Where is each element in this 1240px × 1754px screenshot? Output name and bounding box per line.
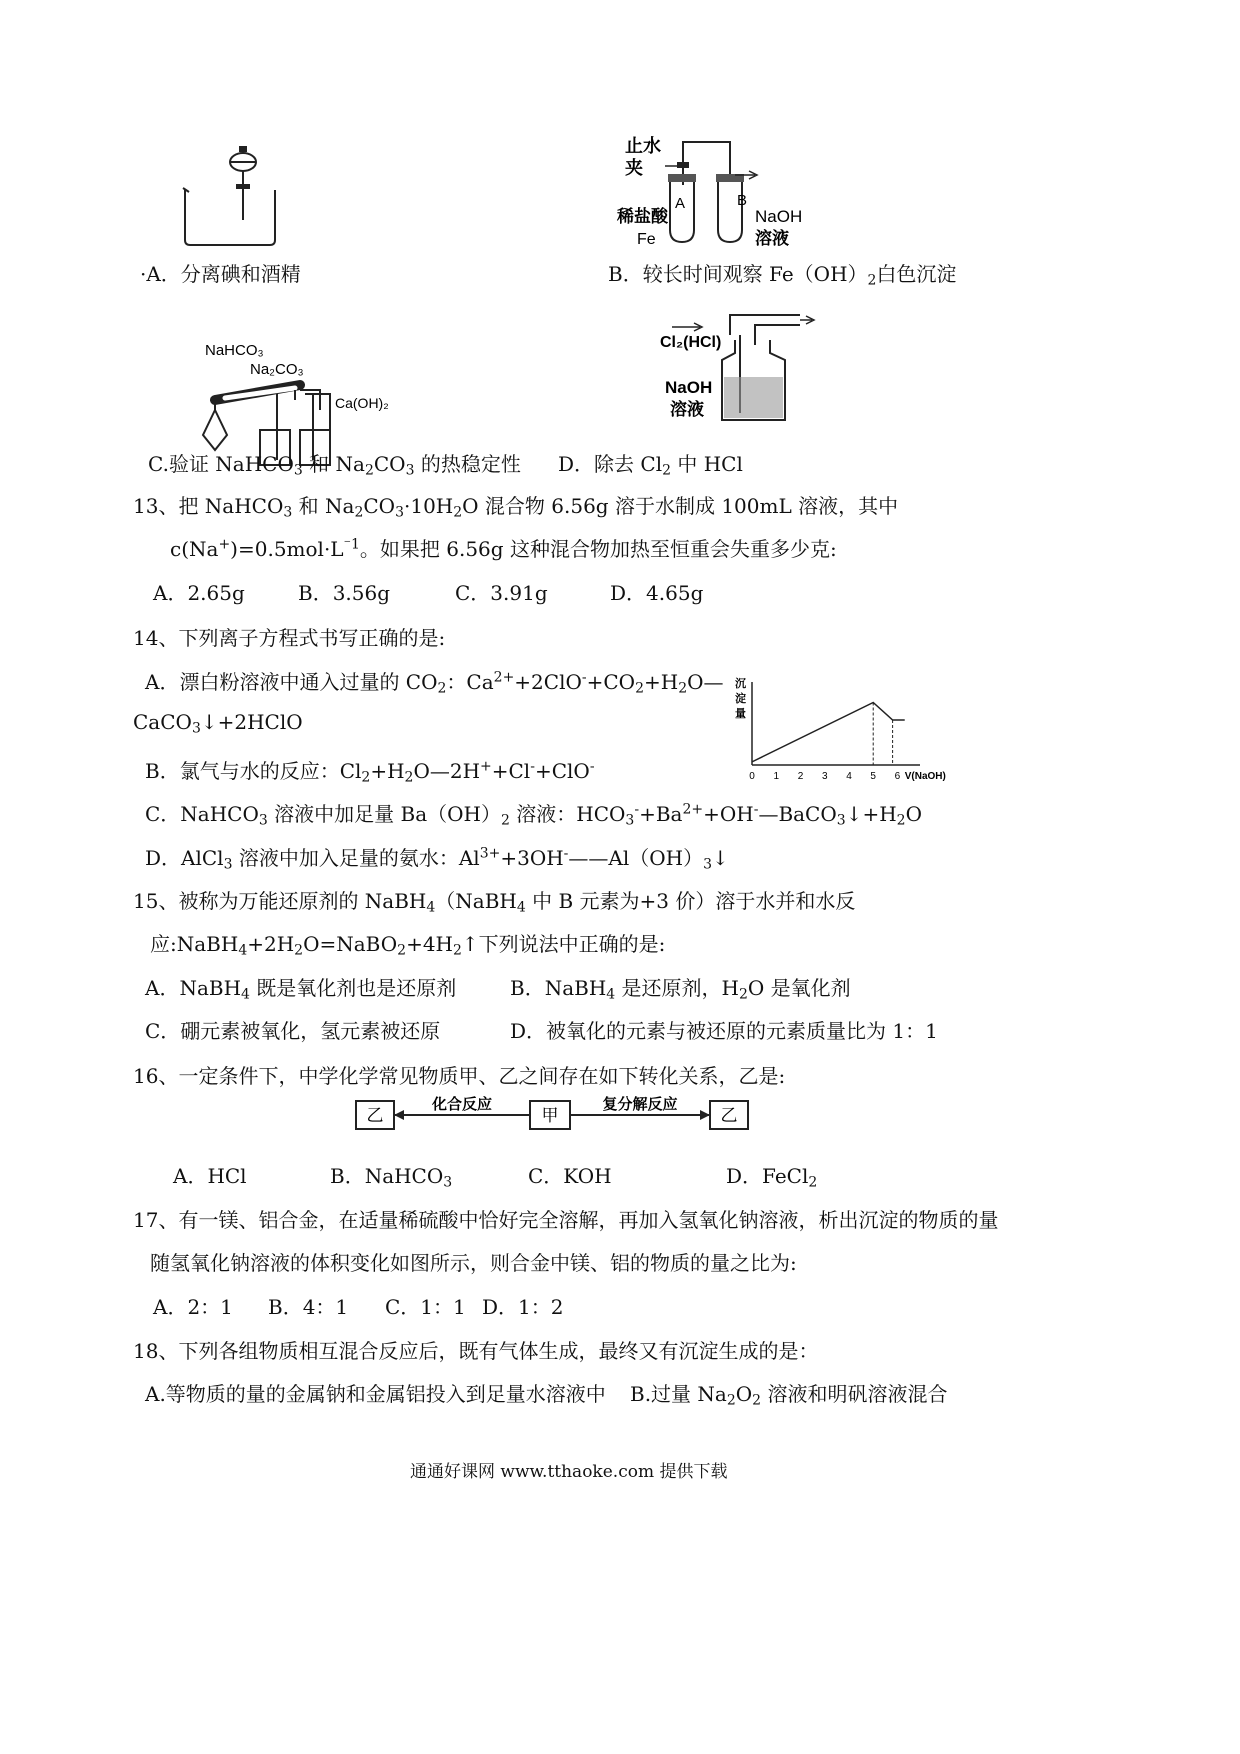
- q17-option-a: A．2：1: [153, 1295, 233, 1319]
- q14-option-a-line2: CaCO$_3$↓+2HClO: [133, 710, 303, 737]
- q16-option-d: D．FeCl$_2$: [726, 1164, 818, 1191]
- label-solution: 溶液: [755, 229, 789, 248]
- box-right-yi: 乙: [720, 1106, 738, 1125]
- q13-option-d: D．4.65g: [610, 581, 704, 605]
- q14-stem: 14、下列离子方程式书写正确的是:: [133, 626, 446, 650]
- q13-option-a: A．2.65g: [153, 581, 245, 605]
- chart-xlabel: V(NaOH): [904, 771, 946, 782]
- arrow-right-label: 复分解反应: [602, 1096, 678, 1113]
- q15-option-c: C．硼元素被氧化，氢元素被还原: [145, 1019, 441, 1043]
- figure-b-feoh2-apparatus: [615, 130, 815, 255]
- q16-option-c: C．KOH: [528, 1164, 612, 1188]
- q17-option-c: C．1：1: [385, 1295, 466, 1319]
- q17-stem-line2: 随氢氧化钠溶液的体积变化如图所示，则合金中镁、铝的物质的量之比为:: [150, 1251, 797, 1275]
- q12-option-c: C.验证 NaHCO$_3$ 和 $Na_2CO_3$ 的热稳定性: [148, 452, 521, 479]
- q14-option-a-line1: A．漂白粉溶液中通入过量的 $CO_2$：$Ca^{2+}+2ClO^-+CO_2+H_2O—$: [145, 669, 724, 697]
- q15-stem-line1: 15、被称为万能还原剂的 NaBH$_4$（NaBH$_4$ 中 B 元素为+3 价）溶于水并和水反: [133, 889, 856, 916]
- x-tick-label: 4: [846, 771, 852, 782]
- label-na2co3: Na₂CO₃: [250, 361, 304, 378]
- q17-stem-line1: 17、有一镁、铝合金，在适量稀硫酸中恰好完全溶解，再加入氢氧化钠溶液，析出沉淀的物质的量: [133, 1208, 999, 1232]
- x-tick-label: 1: [773, 771, 780, 782]
- x-tick-label: 6: [894, 771, 901, 782]
- label-acid: 稀盐酸: [617, 207, 668, 226]
- label-nahco3: NaHCO₃: [205, 342, 264, 359]
- page-footer: 通通好课网 www.tthaoke.com 提供下载: [410, 1462, 728, 1482]
- q18-option-b: B.过量 $Na_2O_2$ 溶液和明矾溶液混合: [630, 1382, 948, 1409]
- q14-option-c: C．NaHCO$_3$ 溶液中加足量 $Ba(OH)_2$ 溶液：$HCO_3^-+Ba^{2+}+OH^-—BaCO_3↓+H_2O$: [145, 801, 922, 829]
- q15-option-b: B．NaBH$_4$ 是还原剂，$H_2O$ 是氧化剂: [510, 976, 851, 1003]
- label-b: B: [737, 192, 748, 209]
- q15-stem-line2: 应$:NaBH_4+2H_2O=NaBO_2+4H_2↑$下列说法中正确的是:: [150, 932, 666, 959]
- q12-option-b: B．较长时间观察 $Fe(OH)_2$白色沉淀: [608, 262, 957, 289]
- q13-stem-line2: $c(Na^+)=0.5mol\cdot L^{^-1}$。如果把 6.56g 这种混合物加热至恒重会失重多少克:: [170, 536, 837, 561]
- label-clamp-2: 夹: [625, 158, 643, 178]
- figure-d-gas-wash-bottle: [660, 305, 840, 425]
- q16-option-a: A．HCl: [173, 1164, 247, 1188]
- box-left-yi: 乙: [366, 1106, 384, 1125]
- figure-a-separatory-funnel: [175, 140, 295, 255]
- q17-option-b: B．4：1: [268, 1295, 349, 1319]
- x-tick-label: 0: [749, 771, 755, 782]
- chart-ylabel-char: 量: [735, 708, 746, 720]
- label-naoh: NaOH: [755, 207, 803, 226]
- q14-option-b: B．氯气与水的反应：$Cl_2+H_2O—2H^++Cl^-+ClO^-$: [145, 758, 595, 786]
- q14-option-d: D．AlCl$_3$ 溶液中加入足量的氨水：$Al^{3+}+3OH^-——Al(OH)_3↓$: [145, 845, 729, 873]
- q18-option-a: A.等物质的量的金属钠和金属铝投入到足量水溶液中: [145, 1382, 606, 1406]
- q16-option-b: B．NaHCO$_3$: [330, 1164, 453, 1191]
- label-gas: Cl₂(HCl): [660, 334, 722, 351]
- q18-stem: 18、下列各组物质相互混合反应后，既有气体生成，最终又有沉淀生成的是：: [133, 1339, 819, 1363]
- q13-stem-line1: 13、把 NaHCO$_3$ 和 $Na_2CO_3\cdot 10H_2O$ 混合物 6.56g 溶于水制成 100mL 溶液，其中: [133, 494, 899, 521]
- q13-option-b: B．3.56g: [298, 581, 391, 605]
- q12-option-d: D．除去 $Cl_2$ 中 HCl: [558, 452, 743, 479]
- q12-option-a: ·A．分离碘和酒精: [140, 262, 301, 286]
- chart-ylabel-char: 淀: [735, 693, 746, 705]
- chart-ylabel: [735, 676, 746, 720]
- q13-option-c: C．3.91g: [455, 581, 548, 605]
- x-tick-label: 3: [821, 771, 828, 782]
- precipitate-volume-chart: [720, 675, 950, 785]
- label-solution-d: 溶液: [670, 400, 704, 419]
- q16-conversion-diagram: [352, 1093, 757, 1135]
- arrow-left-label: 化合反应: [431, 1096, 493, 1113]
- precipitate-line: [752, 703, 905, 762]
- x-tick-label: 2: [797, 771, 804, 782]
- x-tick-label: 5: [870, 771, 876, 782]
- q17-option-d: D．1：2: [482, 1295, 564, 1319]
- q15-option-a: A．NaBH$_4$ 既是氧化剂也是还原剂: [145, 976, 457, 1003]
- label-naoh-d: NaOH: [665, 378, 713, 397]
- chart-ylabel-char: 沉: [735, 678, 746, 690]
- q15-option-d: D．被氧化的元素与被还原的元素质量比为 1：1: [510, 1019, 938, 1043]
- q16-stem: 16、一定条件下，中学化学常见物质甲、乙之间存在如下转化关系，乙是:: [133, 1064, 786, 1088]
- label-a: A: [675, 195, 686, 212]
- label-fe: Fe: [637, 231, 656, 248]
- box-mid-jia: 甲: [541, 1106, 559, 1125]
- label-clamp-1: 止水: [625, 136, 661, 156]
- label-caoh2: Ca(OH)₂: [335, 395, 389, 411]
